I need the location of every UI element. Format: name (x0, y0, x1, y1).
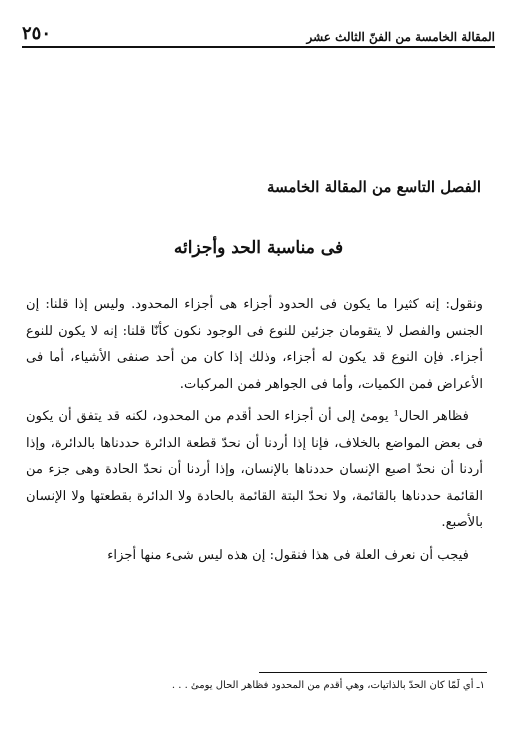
body-text (26, 292, 483, 575)
page-header (22, 18, 495, 48)
paragraph-3: فيجب أن نعرف العلة فى هذا فنقول: إن هذه ليس شىء منها أجزاء (107, 547, 469, 563)
page-number: ٢٥٠ (22, 23, 52, 44)
footnote-divider (259, 672, 487, 673)
paragraph-2: فظاهر الحال¹ يومئ إلى أن أجزاء الحد أقدم من المحدود، لكنه قد يتفق أن يكون فى بعض المواضع بالخلاف، فإنا إذا أردنا أن نحدّ قطعة الدائرة حددناها بالدائرة، وإذا أردنا أن نحدّ اصبع الإنسان حددناها بالإنسان، وإذا أردنا أن نحدّ الحادة وهى جزء من القائمة حددناها بالقائمة، ولا نحدّ البتة القائمة بالحادة ولا الدائرة بقطعتها ولا الإنسان بالأصبع. (26, 409, 483, 530)
section-heading: فى مناسبة الحد وأجزائه (173, 238, 344, 258)
paragraph-1: ونقول: إنه كثيرا ما يكون فى الحدود أجزاء هى أجزاء المحدود. وليس إذا قلنا: إن الجنس والفصل لا يتقومان جزئين للنوع فى الوجود نكون كأنّا قلنا: إنه لا يكون للنوع أجزاء. فإن النوع قد يكون له أجزاء، وذلك إذا كان من أحد صنفى الأشياء، أما فى الأعراض فمن الكميات، وأما فى الجواهر فمن المركبات. (26, 297, 483, 392)
chapter-heading: الفصل التاسع من المقالة الخامسة (266, 178, 481, 196)
running-title: المقالة الخامسة من الفنّ الثالث عشر (306, 30, 495, 44)
footnote: ١ـ أي لَمّا كان الحدّ بالذاتيات، وهي أقدم من المحدود فظاهر الحال يومئ . . . (171, 680, 485, 691)
